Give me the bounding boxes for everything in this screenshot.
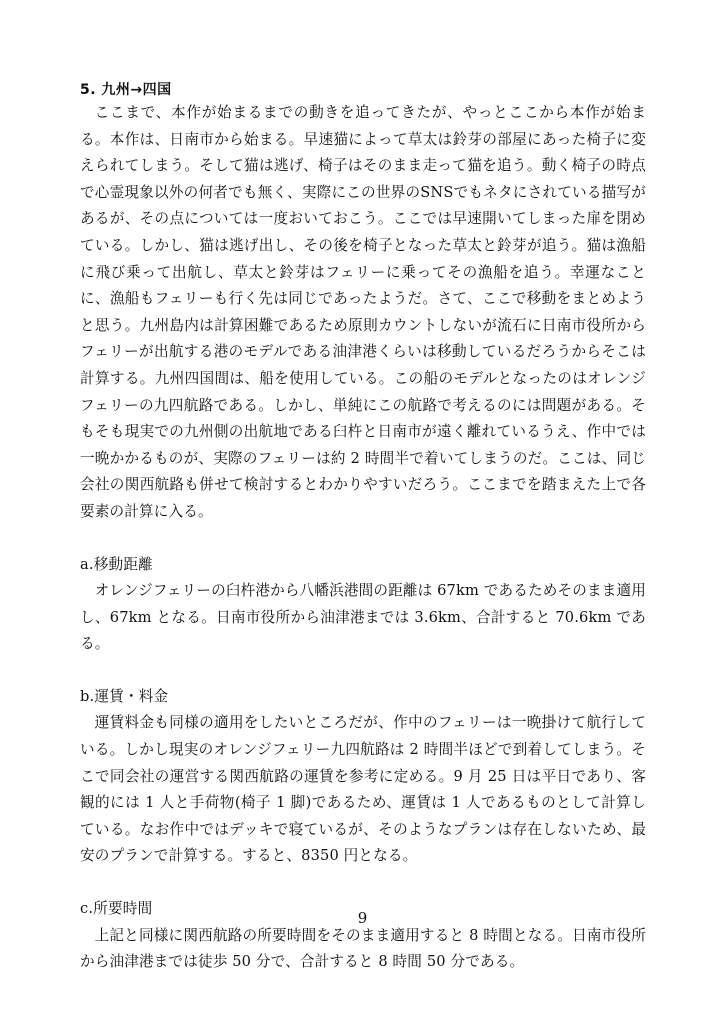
intro-paragraph: ここまで、本作が始まるまでの動きを追ってきたが、やっとここから本作が始まる。本作は、日南市から始まる。早速猫によって草太は鈴芽の部屋にあった椅子に変えられてしまう。そして猫は逃げ、椅子はそのまま走って猫を追う。動く椅子の時点で心霊現象以外の何者でも無く、実際にこの世界のSNSでもネタにされている描写があるが、その点については一度おいておこう。ここでは早速開いてしまった扉を閉めている。しかし、猫は逃げ出し、その後を椅子となった草太と鈴芽が追う。猫は漁船に飛び乗って出航し、草太と鈴芽はフェリーに乗ってその漁船を追う。幸運なことに、漁船もフェリーも行く先は同じであったようだ。さて、ここで移動をまとめようと思う。九州島内は計算困難であるため原則カウントしないが流石に日南市役所からフェリーが出航する港のモデルである油津港くらいは移動しているだろうからそこは計算する。九州四国間は、船を使用している。この船のモデルとなったのはオレンジフェリーの九四航路である。しかし、単純にこの航路で考えるのには問題がある。そもそも現実での九州側の出航地である臼杵と日南市が遠く離れているうえ、作中では一晩かかるものが、実際のフェリーは約 2 時間半で着いてしまうのだ。ここは、同じ会社の関西航路も併せて検討するとわかりやすいだろう。ここまでを踏まえた上で各要素の計算に入る。	[80, 104, 646, 520]
subsection-title: b.運賃・料金	[80, 687, 169, 705]
spacer	[80, 870, 646, 896]
subsection-body: オレンジフェリーの臼杵港から八幡浜港間の距離は 67km であるためそのまま適用し、67km となる。日南市役所から油津港までは 3.6km、合計すると 70.6km である。	[80, 582, 646, 653]
subsection-title: a.移動距離	[80, 555, 153, 573]
subsection-fare	[80, 684, 646, 870]
subsection-distance	[80, 552, 646, 658]
page-number: 9	[357, 909, 368, 927]
section-heading: 5. 九州→四国	[80, 82, 172, 98]
subsection-body: 上記と同様に関西航路の所要時間をそのまま適用すると 8 時間となる。日南市役所から油津港までは徒歩 50 分で、合計すると 8 時間 50 分である。	[80, 926, 646, 971]
subsection-body: 運賃料金も同様の適用をしたいところだが、作中のフェリーは一晩掛けて航行している。しかし現実のオレンジフェリー九四航路は 2 時間半ほどで到着してしまう。そこで同会社の運営する関西航路の運賃を参考に定める。9 月 25 日は平日であり、客観的には 1 人と手荷物(椅子 1 脚)であるため、運賃は 1 人であるものとして計算している。なお作中ではデッキで寝ているが、そのようなプランは存在しないため、最安のプランで計算する。すると、8350 円となる。	[80, 714, 646, 865]
subsection-title: c.所要時間	[80, 900, 153, 918]
page-content	[80, 80, 646, 976]
spacer	[80, 526, 646, 552]
spacer	[80, 658, 646, 684]
